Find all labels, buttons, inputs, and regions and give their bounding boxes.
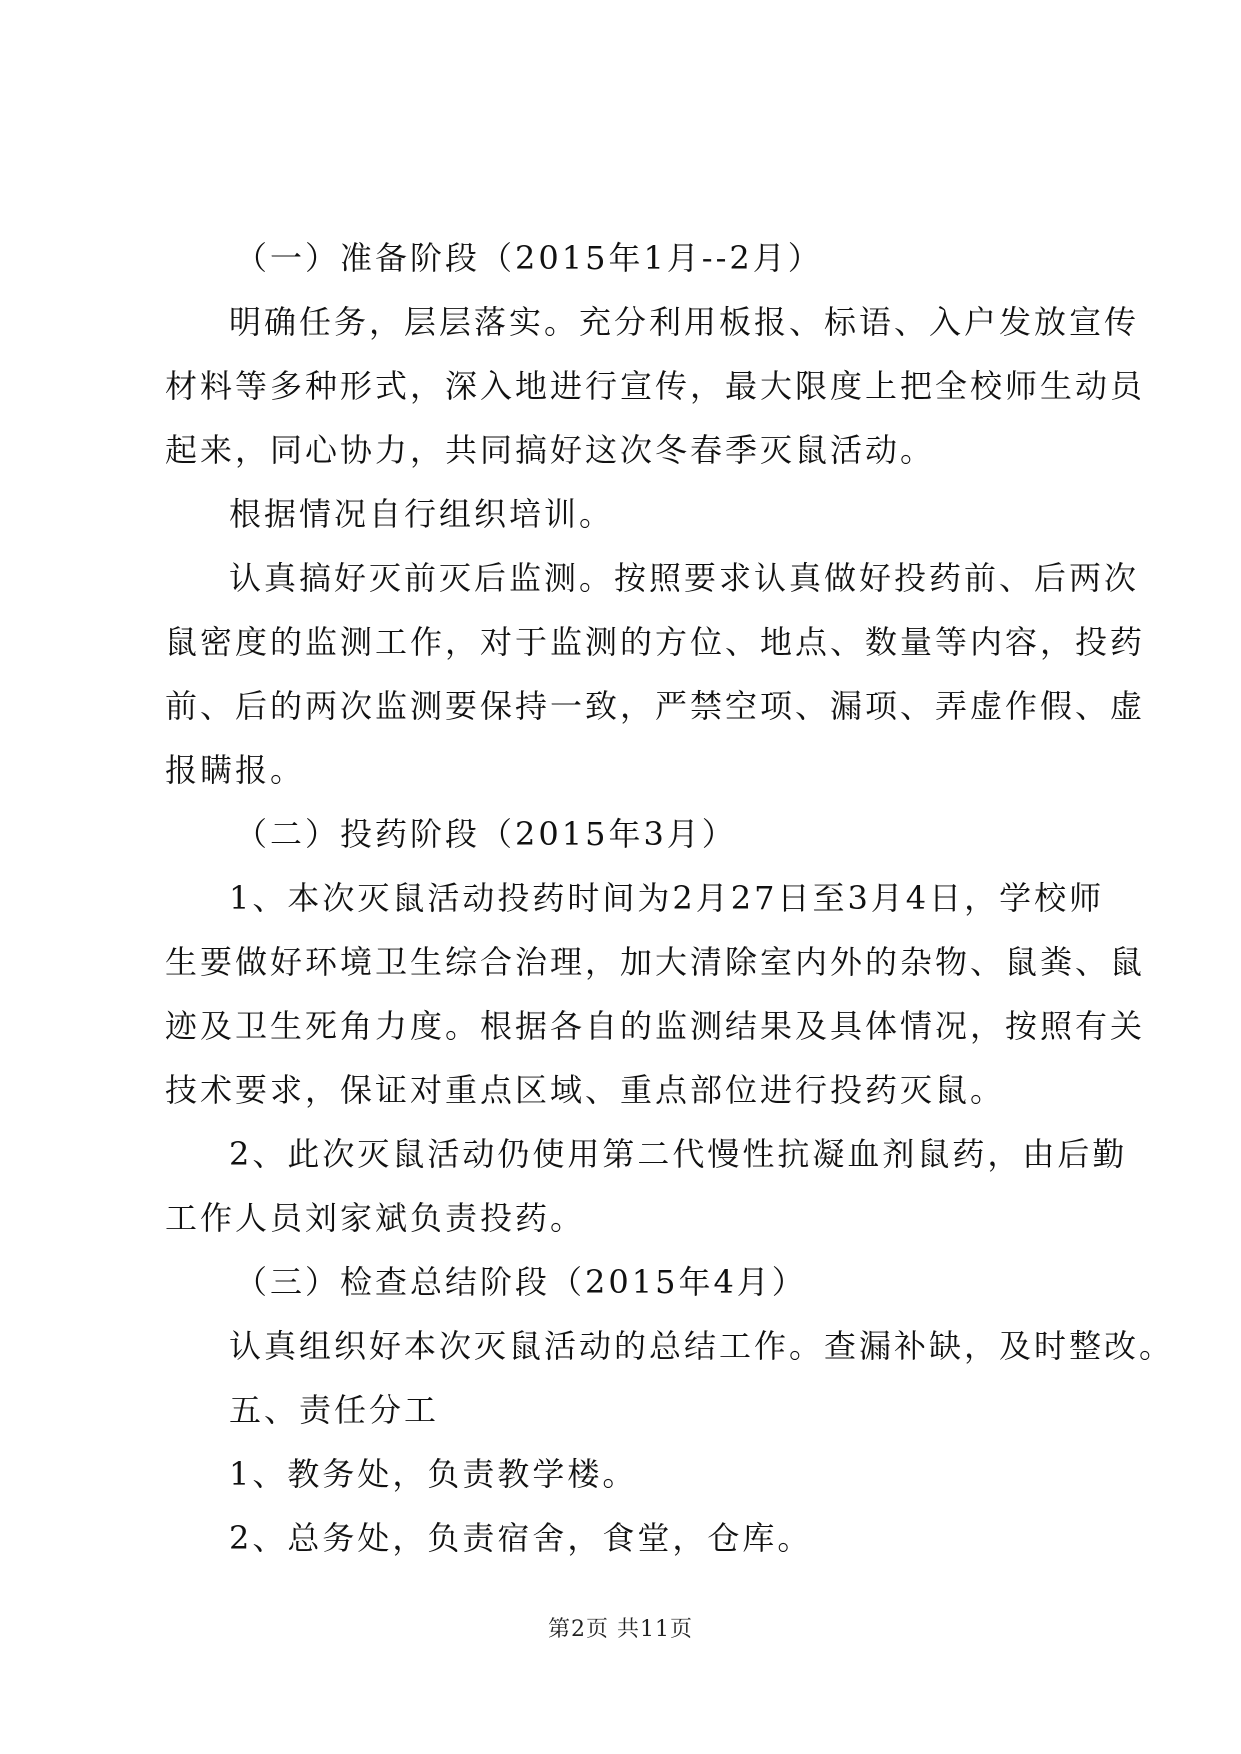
- text-line: 材料等多种形式，深入地进行宣传，最大限度上把全校师生动员: [165, 367, 1146, 405]
- text-line: 五、责任分工: [229, 1391, 440, 1429]
- text-line: 生要做好环境卫生综合治理，加大清除室内外的杂物、鼠粪、鼠: [165, 943, 1146, 981]
- paragraph-monitoring: [165, 546, 1146, 802]
- responsibility-item-1: [165, 1442, 1085, 1506]
- text-line: 2、此次灭鼠活动仍使用第二代慢性抗凝血剂鼠药，由后勤: [229, 1135, 1128, 1173]
- document-body: [165, 226, 1175, 1570]
- text-line: 认真组织好本次灭鼠活动的总结工作。查漏补缺，及时整改。: [229, 1327, 1175, 1365]
- text-line: 工作人员刘家斌负责投药。: [165, 1199, 586, 1237]
- paragraph-baiting-schedule: [165, 866, 1146, 1122]
- text-line: 1、本次灭鼠活动投药时间为2月27日至3月4日，学校师: [229, 879, 1105, 917]
- text-line: 技术要求，保证对重点区域、重点部位进行投药灭鼠。: [165, 1071, 1006, 1109]
- section-heading-preparation: （一）准备阶段（2015年1月--2月）: [235, 239, 823, 277]
- responsibility-item-2: [165, 1506, 1085, 1570]
- paragraph-review: [165, 1314, 1175, 1378]
- text-line: 报瞒报。: [165, 751, 306, 789]
- paragraph-publicity: [165, 290, 1146, 482]
- section-heading-review: （三）检查总结阶段（2015年4月）: [235, 1263, 807, 1301]
- page-number: 第2页 共11页: [548, 1617, 693, 1642]
- text-line: 前、后的两次监测要保持一致，严禁空项、漏项、弄虚作假、虚: [165, 687, 1146, 725]
- section-heading-responsibilities: [165, 1378, 1085, 1442]
- paragraph-baiting-agent: [165, 1122, 1128, 1250]
- text-line: 2、总务处，负责宿舍，食堂，仓库。: [229, 1519, 813, 1557]
- text-line: 根据情况自行组织培训。: [229, 495, 615, 533]
- text-line: 鼠密度的监测工作，对于监测的方位、地点、数量等内容，投药: [165, 623, 1146, 661]
- text-line: 认真搞好灭前灭后监测。按照要求认真做好投药前、后两次: [229, 559, 1140, 597]
- text-line: 明确任务，层层落实。充分利用板报、标语、入户发放宣传: [229, 303, 1140, 341]
- paragraph-training: [165, 482, 1085, 546]
- text-line: 起来，同心协力，共同搞好这次冬春季灭鼠活动。: [165, 431, 936, 469]
- text-line: 迹及卫生死角力度。根据各自的监测结果及具体情况，按照有关: [165, 1007, 1146, 1045]
- text-line: 1、教务处，负责教学楼。: [229, 1455, 638, 1493]
- section-heading-baiting: （二）投药阶段（2015年3月）: [235, 815, 737, 853]
